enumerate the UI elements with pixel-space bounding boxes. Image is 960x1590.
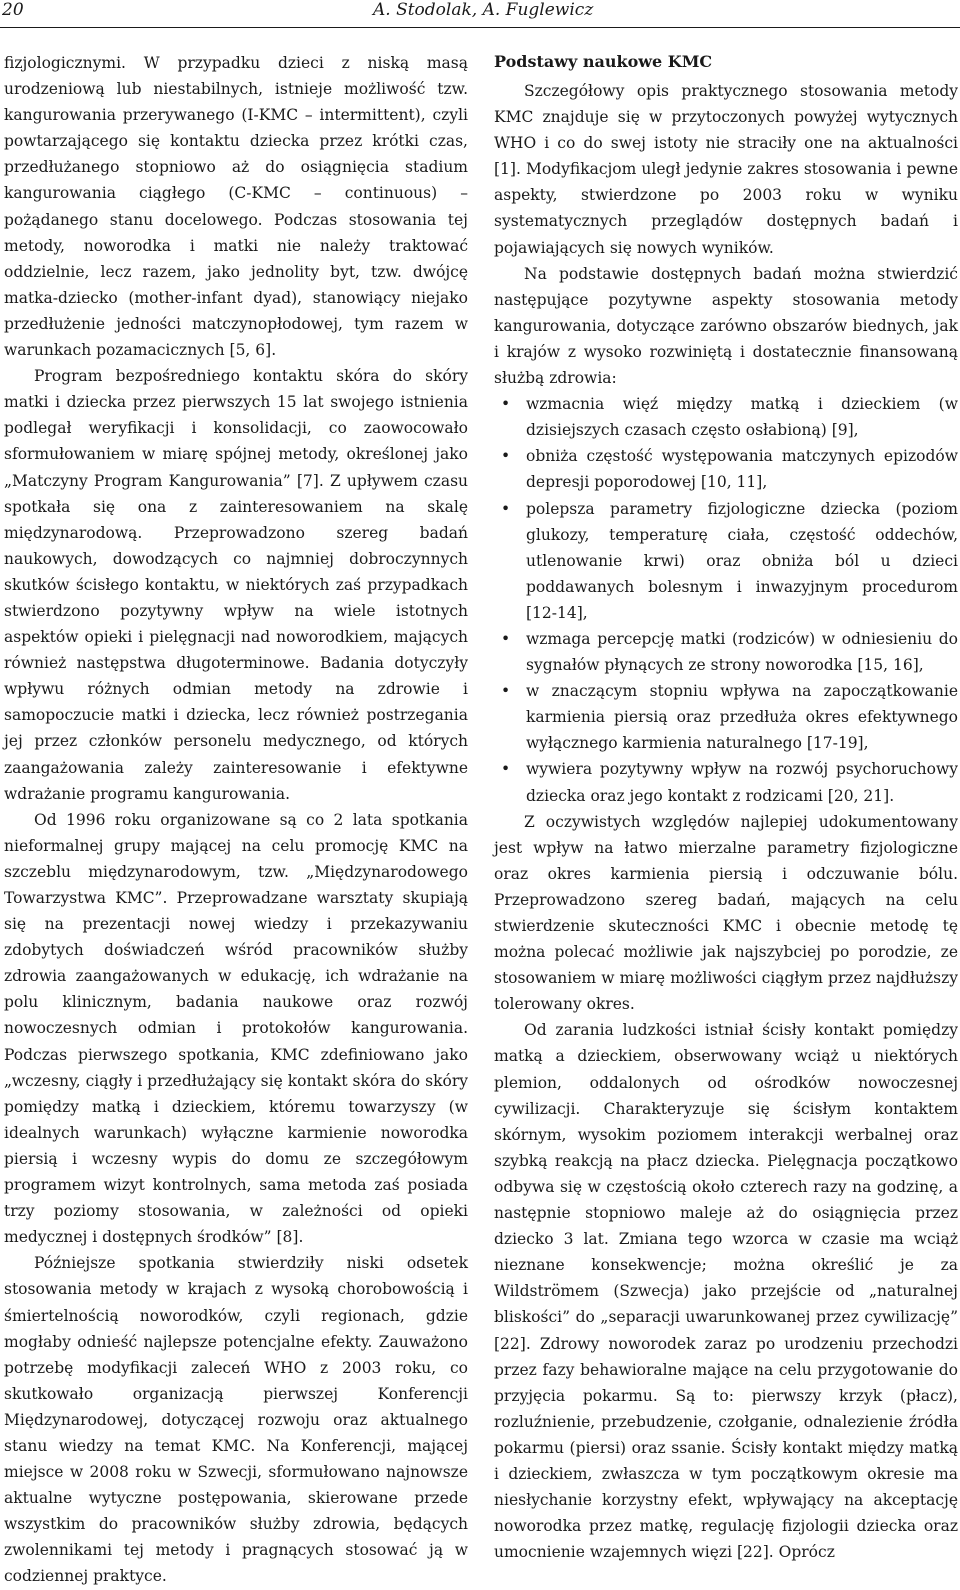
- right-paragraph: Na podstawie dostępnych badań można stwierdzić następujące pozytywne aspekty stosowania metody kangurowania, dotyczące zarówno obszarów biednych, jak i krajów z wysoko rozwiniętą i dostatecznie finansowaną służbą zdrowia:: [494, 264, 958, 388]
- right-paragraph: Od zarania ludzkości istniał ścisły kontakt pomiędzy matką a dzieckiem, obserwowany wciąż u niektórych plemion, oddalonych od ośrodków nowoczesnej cywilizacji. Charakteryzuje się ścisłym kontaktem skórnym, wysokim poziomem interakcji werbalnej oraz szybką reakcją na płacz dziecka. Pielęgnacja początkowo odbywa się w częstością około czterech razy na godzinę, a następnie stopniowo maleje aż do osiągnięcia przez dziecko 3 lat. Zmiana tego wzorca w czasie ma wciąż nieznane konsekwencje; można określić je za Wildströmem (Szwecja) jako przejście od „naturalnej bliskości” do „separacji uwarunkowanej przez cywilizację” [22]. Zdrowy noworodek zaraz po urodzeniu przechodzi przez fazy behawioralne mające na celu przygotowanie do przyjęcia pokarmu. Są to: pierwszy krzyk (płacz), rozluźnienie, przebudzenie, czołganie, odnalezienie źródła pokarmu (piersi) oraz ssanie. Ścisły kontakt między matką i dzieckiem, zwłaszcza w tym początkowym okresie ma niesłychanie korzystny efekt, wpływający na akceptację noworodka przez matkę, regulację fizjologii dziecka oraz umocnienie wzajemnych więzi [22]. Oprócz: [494, 1021, 958, 1562]
- header-rule: [0, 27, 960, 28]
- benefits-list: [494, 391, 958, 809]
- right-paragraph: Szczegółowy opis praktycznego stosowania metody KMC znajduje się w przytoczonych powyżej wytycznych WHO i co do swej istoty nie straciły one na aktualności [1]. Modyfikacjom uległ jedynie zakres stosowania i pewne aspekty, stwierdzone po 2003 roku w wyniku systematycznych przeglądów dostępnych badań i pojawiających się nowych wyników.: [494, 82, 958, 257]
- left-paragraph: Późniejsze spotkania stwierdziły niski odsetek stosowania metody w krajach z wysoką chorobowością i śmiertelnością noworodków, czyli regionach, gdzie mogłaby odnieść najlepsze potencjalne efekty. Zauważono potrzebę modyfikacji zaleceń WHO z 2003 roku, co skutkowało organizacją pierwszej Konferencji Międzynarodowej, dotyczącej rozwoju oraz aktualnego stanu wiedzy na temat KMC. Na Konferencji, mającej miejsce w 2008 roku w Szwecji, sformułowano najnowsze aktualne wytyczne postępowania, skierowane przede wszystkim do pracowników służby zdrowia, będących zwolennikami tej metody i pragnących stosować ją w codziennej praktyce.: [4, 1254, 468, 1586]
- list-item: • wywiera pozytywny wpływ na rozwój psychoruchowy dziecka oraz jego kontakt z rodzicami [20, 21].: [526, 756, 958, 808]
- left-column: [4, 50, 468, 1590]
- left-paragraph: fizjologicznymi. W przypadku dzieci z niską masą urodzeniową lub niestabilnych, istnieje możliwość tzw. kangurowania przerywanego (I-KMC – intermittent), czyli powtarzającego się kontaktu dziecka przez krótki czas, przedłużanego stopniowo aż do osiągnięcia stadium kangurowania ciągłego (C-KMC – continuous) – pożądanego stanu docelowego. Podczas stosowania tej metody, noworodka i matki nie należy traktować oddzielnie, lecz razem, jako jednolity byt, tzw. dwójcę matka-dziecko (mother-infant dyad), stanowiący niejako przedłużenie jedności matczynopłodowej, tym razem w warunkach pozamacicznych [5, 6].: [4, 54, 468, 360]
- list-item: • obniża częstość występowania matczynych epizodów depresji poporodowej [10, 11],: [526, 443, 958, 495]
- running-header: [0, 0, 960, 26]
- list-item: • polepsza parametry fizjologiczne dziecka (poziom glukozy, temperaturę ciała, częstość oddechów, utlenowanie krwi) oraz obniża ból u dzieci poddawanych bolesnym i inwazyjnym procedurom [12-14],: [526, 496, 958, 626]
- right-paragraph: Z oczywistych względów najlepiej udokumentowany jest wpływ na łatwo mierzalne parametry fizjologiczne oraz okres karmienia piersią i odczuwanie bólu. Przeprowadzono szereg badań, mających na celu stwierdzenie skuteczności KMC i obecnie metodę tę można polecać możliwie jak najszybciej po porodzie, ze stosowaniem w miarę możliwości ciągłym przez najdłuższy tolerowany okres.: [494, 812, 958, 1014]
- left-paragraph: Program bezpośredniego kontaktu skóra do skóry matki i dziecka przez pierwszych 15 lat swojego istnienia podlegał weryfikacji i konsolidacji, co zaowocowało sformułowaniem w miarę spójnej metody, określonej jako „Matczyny Program Kangurowania” [7]. Z upływem czasu spotkała się ona z zainteresowaniem na skalę międzynarodową. Przeprowadzono szereg badań naukowych, dowodzących co najmniej dobroczynnych skutków ścisłego kontaktu, w niektórych zaś przypadkach stwierdzono pozytywny wpływ na wiele istotnych aspektów opieki i pielęgnacji nad noworodkiem, mających również następstwa długoterminowe. Badania dotyczyły wpływu różnych odmian metody na zdrowie i samopoczucie matki i dziecka, lecz również postrzegania jej przez członków personelu medycznego, od których zaangażowania zależy zainteresowanie i efektywne wdrażanie programu kangurowania.: [4, 367, 468, 803]
- section-title: Podstawy naukowe KMC: [494, 52, 713, 71]
- list-item: • w znaczącym stopniu wpływa na zapoczątkowanie karmienia piersią oraz przedłuża okres efektywnego wyłącznego karmienia naturalnego [17-19],: [526, 678, 958, 756]
- page-number: 20: [2, 0, 24, 20]
- list-item: • wzmacnia więź między matką i dzieckiem (w dzisiejszych czasach często osłabioną) [9],: [526, 391, 958, 443]
- list-item: • wzmaga percepcję matki (rodziców) w odniesieniu do sygnałów płynących ze strony noworodka [15, 16],: [526, 626, 958, 678]
- right-column: [494, 50, 958, 1565]
- left-paragraph: Od 1996 roku organizowane są co 2 lata spotkania nieformalnej grupy mającej na celu promocję KMC na szczeblu międzynarodowym, tzw. „Międzynarodowego Towarzystwa KMC”. Przeprowadzane warsztaty skupiają się na prezentacji nowej wiedzy i przekazywaniu zdobytych doświadczeń wśród pracowników służby zdrowia zaangażowanych w edukację, ich wdrażanie na polu klinicznym, badania naukowe oraz rozwój nowoczesnych odmian i protokołów kangurowania. Podczas pierwszego spotkania, KMC zdefiniowano jako „wczesny, ciągły i przedłużający się kontakt skóra do skóry pomiędzy matką i dzieckiem, któremu towarzyszy (w idealnych warunkach) wyłączne karmienie noworodka piersią i wczesny wypis do domu ze szczegółowym programem wizyt kontrolnych, sama metoda zaś posiada trzy poziomy stosowania, w zależności od opieki medycznej i dostępnych środków” [8].: [4, 810, 468, 1247]
- running-header-authors: A. Stodolak, A. Fuglewicz: [373, 0, 594, 20]
